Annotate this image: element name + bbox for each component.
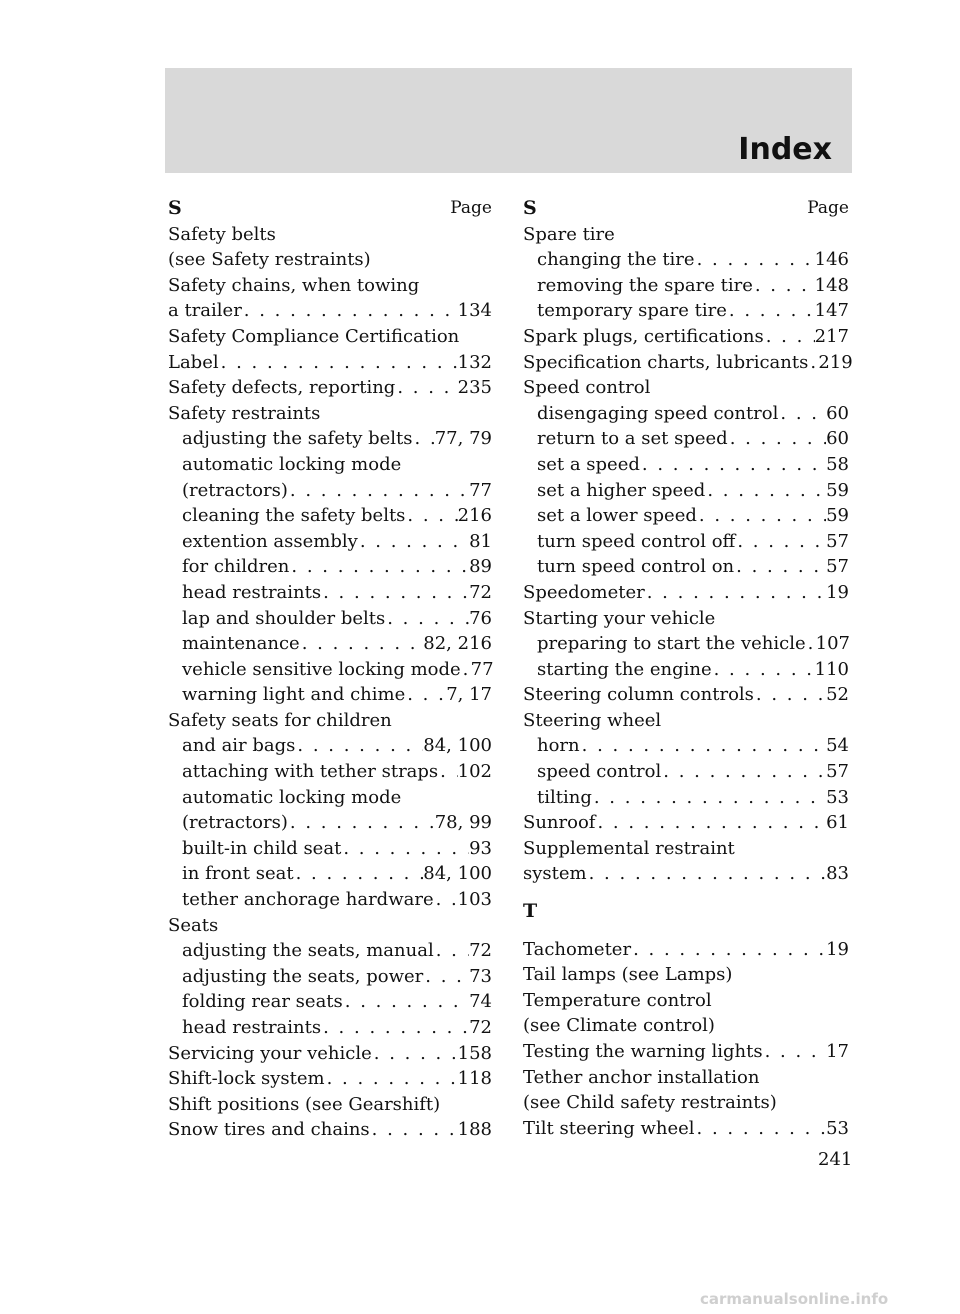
entry-text: (retractors) [182,812,288,834]
entry-text: lap and shoulder belts [182,607,386,629]
entry-page: 77, 79 [434,428,492,450]
index-entry [168,554,492,580]
dot-leader [695,247,815,273]
entry-page: 148 [814,274,849,296]
dot-leader [640,452,826,478]
dot-leader [764,324,815,350]
index-entry [168,580,492,606]
index-entry [523,1116,849,1142]
entry-page: 52 [826,684,849,706]
dot-leader [289,554,469,580]
entry-page: 103 [457,889,492,911]
entry-text: folding rear seats [182,991,343,1013]
index-entry [168,298,492,324]
entry-text: Safety Compliance Certification [168,325,460,347]
entry-text: Sunroof [523,812,596,834]
section-letter: T [523,900,538,923]
index-entry [523,324,849,350]
index-entry [168,887,492,913]
index-entry [168,1041,492,1067]
entry-text: horn [537,735,580,757]
index-entry [523,733,849,759]
index-entry [523,554,849,580]
entry-page: 235 [457,377,492,399]
dot-leader [645,580,826,606]
index-entry [168,529,492,555]
dot-leader [325,1066,458,1092]
entry-page: 72 [469,1017,492,1038]
entry-page: 78, 99 [434,812,492,834]
page-column-label: Page [450,198,492,218]
index-entry [523,273,849,299]
entry-text: built-in child seat [182,837,342,859]
entry-text: disengaging speed control [537,402,779,424]
entry-page: 188 [457,1119,492,1141]
entry-page: 60 [826,402,849,424]
dot-leader [405,682,446,708]
section-heading-t [523,899,849,925]
index-entry [168,503,492,529]
section-letter: S [168,197,182,219]
entry-list [523,937,849,1142]
entry-text: adjusting the seats, power [182,965,424,987]
index-entry [523,375,849,401]
index-entry [523,708,849,734]
index-entry [168,606,492,632]
entry-page: 118 [457,1068,492,1090]
index-entry [523,988,849,1014]
index-entry [168,964,492,990]
entry-page: 110 [814,658,849,680]
dot-leader [405,503,457,529]
index-entry [168,708,492,734]
dot-leader [728,426,826,452]
index-entry [168,401,492,427]
entry-text: a trailer [168,300,242,322]
entry-text: Label [168,351,219,373]
index-entry [168,478,492,504]
dot-leader [395,375,457,401]
entry-page: 74 [469,991,492,1013]
entry-page: 219 [818,351,853,373]
index-entry [523,606,849,632]
entry-list [168,222,492,1143]
index-entry [168,452,492,478]
index-entry [523,401,849,427]
dot-leader [595,810,826,836]
index-entry [523,247,849,273]
dot-leader [438,759,457,785]
index-entry [523,298,849,324]
dot-leader [712,657,815,683]
entry-text: set a higher speed [537,479,706,501]
entry-text: attaching with tether straps [182,761,439,783]
index-entry [523,759,849,785]
entry-text: Temperature control [523,989,712,1011]
dot-leader [288,810,435,836]
dot-leader [321,580,469,606]
entry-text: Servicing your vehicle [168,1042,372,1064]
index-entry [168,989,492,1015]
entry-page: 61 [826,812,849,834]
index-entry [168,324,492,350]
entry-page: 76 [469,607,492,629]
index-entry [168,733,492,759]
index-entry [523,785,849,811]
entry-page: 60 [826,428,849,450]
index-entry [168,426,492,452]
index-entry [523,657,849,683]
entry-text: changing the tire [537,249,695,271]
entry-text: removing the spare tire [537,274,753,296]
entry-page: 72 [469,581,492,603]
index-entry [168,810,492,836]
entry-text: for children [182,556,290,578]
entry-text: Testing the warning lights [523,1041,763,1062]
entry-page: 54 [826,735,849,757]
dot-leader [661,759,826,785]
index-entry [523,682,849,708]
index-entry [168,1066,492,1092]
section-letter: S [523,197,537,219]
entry-page: 73 [469,965,492,987]
entry-text: (retractors) [182,479,288,501]
entry-page: 19 [826,581,849,603]
entry-page: 107 [815,633,851,655]
entry-page: 216 [457,505,492,527]
entry-list [523,222,853,887]
dot-leader [242,298,458,324]
index-entry [523,962,849,988]
entry-text: Safety defects, reporting [168,377,396,399]
index-entry [523,1039,849,1065]
index-entry [523,937,849,963]
index-entry [523,478,849,504]
dot-leader [434,887,458,913]
entry-text: set a lower speed [537,505,697,527]
index-entry [523,350,853,376]
entry-page: 83 [826,863,849,885]
entry-page: 7, 17 [446,684,492,706]
index-entry [168,913,492,939]
index-entry [523,810,849,836]
index-entry [523,1065,849,1091]
index-entry [523,631,849,657]
entry-text: Speedometer [523,581,645,603]
entry-page: 102 [457,761,492,783]
entry-text: extention assembly [182,530,358,552]
index-entry [168,682,492,708]
entry-text: temporary spare tire [537,300,727,322]
dot-leader [695,1116,827,1142]
dot-leader [734,554,826,580]
section-heading-s [168,196,492,222]
index-entry [168,631,492,657]
entry-text: Specification charts, lubricants [523,351,809,373]
index-entry [523,1090,849,1116]
entry-page: 147 [814,300,849,322]
entry-page: 59 [826,479,849,501]
dot-leader [461,657,471,683]
dot-leader [321,1015,469,1041]
index-entry [168,836,492,862]
dot-leader [413,426,435,452]
index-entry [523,452,849,478]
entry-text: starting the engine [537,658,712,680]
entry-page: 217 [814,325,849,347]
entry-text: tilting [537,786,592,808]
dot-leader [778,401,826,427]
entry-page: 77 [469,479,492,501]
entry-text: Steering wheel [523,709,662,731]
entry-page: 89 [469,556,492,578]
entry-text: Starting your vehicle [523,607,716,629]
entry-text: automatic locking mode [182,786,402,808]
dot-leader [385,606,469,632]
entry-text: maintenance [182,633,300,655]
index-entry [168,759,492,785]
index-entry [168,1117,492,1143]
dot-leader [580,733,826,759]
entry-text: Snow tires and chains [168,1119,370,1141]
dot-leader [592,785,826,811]
index-entry [168,785,492,811]
dot-leader [697,503,826,529]
dot-leader [808,350,818,376]
header-band [165,68,852,173]
dot-leader [300,631,424,657]
entry-text: adjusting the seats, manual [182,940,434,962]
index-entry [168,247,492,273]
entry-text: preparing to start the vehicle [537,633,806,655]
index-entry [523,1013,849,1039]
entry-page: 72 [469,940,492,962]
index-entry [523,836,849,862]
section-heading-s [523,196,849,222]
page-title: Index [738,132,832,167]
entry-page: 59 [826,505,849,527]
index-entry [168,938,492,964]
entry-text: Supplemental restraint [523,837,735,859]
entry-text: Tether anchor installation [523,1066,760,1088]
entry-text: turn speed control on [537,556,735,578]
dot-leader [358,529,469,555]
entry-page: 93 [469,837,492,859]
entry-text: tether anchorage hardware [182,889,434,911]
dot-leader [434,938,469,964]
entry-page: 81 [469,530,492,552]
entry-page: 132 [457,351,492,373]
index-entry [523,529,849,555]
entry-text: Shift positions (see Gearshift) [168,1093,441,1115]
index-column-left [168,196,492,1143]
entry-text: Safety belts [168,223,276,245]
index-entry [523,580,849,606]
dot-leader [294,861,424,887]
entry-page: 57 [826,556,849,578]
entry-text: return to a set speed [537,428,728,450]
entry-text: and air bags [182,735,296,757]
entry-text: speed control [537,761,662,783]
index-entry [168,1092,492,1118]
index-entry [168,657,492,683]
entry-text: set a speed [537,453,640,475]
entry-page: 19 [826,938,849,960]
entry-text: Speed control [523,377,651,399]
entry-text: Seats [168,914,219,936]
index-entry [523,426,849,452]
entry-text: Steering column controls [523,684,754,706]
entry-text: (see Child safety restraints) [523,1092,777,1114]
entry-page: 57 [826,761,849,783]
watermark: carmanualsonline.info [700,1290,889,1308]
entry-page: 134 [457,300,492,322]
index-entry [168,222,492,248]
entry-text: (see Safety restraints) [168,249,371,271]
index-entry [523,222,849,248]
dot-leader [587,861,826,887]
dot-leader [735,529,826,555]
entry-text: vehicle sensitive locking mode [182,658,461,680]
entry-text: Safety seats for children [168,709,392,731]
entry-text: Tachometer [523,938,632,960]
entry-text: Tilt steering wheel [523,1117,695,1139]
dot-leader [806,631,816,657]
dot-leader [763,1039,827,1065]
dot-leader [727,298,815,324]
page-column-label: Page [807,198,849,218]
dot-leader [423,964,469,990]
entry-page: 58 [826,453,849,475]
index-entry [168,273,492,299]
entry-text: Spare tire [523,223,615,245]
index-entry [168,861,492,887]
entry-text: adjusting the safety belts [182,428,413,450]
dot-leader [219,350,458,376]
entry-text: in front seat [182,863,294,885]
entry-text: Spark plugs, certifications [523,325,764,347]
entry-text: head restraints [182,1017,322,1038]
index-column-right [523,196,853,1141]
dot-leader [370,1117,458,1143]
page-number: 241 [818,1149,853,1170]
entry-text: head restraints [182,581,322,603]
dot-leader [753,273,815,299]
dot-leader [343,989,469,1015]
entry-text: Safety chains, when towing [168,274,420,296]
entry-text: (see Climate control) [523,1015,715,1037]
entry-text: turn speed control off [537,530,736,552]
entry-page: 53 [826,786,849,808]
entry-page: 77 [470,658,494,680]
entry-page: 84, 100 [423,863,492,885]
entry-page: 53 [826,1117,849,1139]
dot-leader [705,478,826,504]
entry-page: 146 [814,249,849,271]
entry-page: 57 [826,530,849,552]
dot-leader [341,836,469,862]
index-entry [168,350,492,376]
entry-text: Tail lamps (see Lamps) [523,964,733,986]
index-entry [523,861,849,887]
entry-text: cleaning the safety belts [182,505,406,527]
index-entry [168,375,492,401]
dot-leader [288,478,469,504]
index-entry [523,503,849,529]
entry-page: 158 [457,1042,492,1064]
dot-leader [295,733,423,759]
dot-leader [754,682,826,708]
entry-page: 82, 216 [423,633,492,655]
index-entry [168,1015,492,1041]
entry-text: automatic locking mode [182,453,402,475]
entry-page: 17 [826,1041,849,1062]
entry-page: 84, 100 [423,735,492,757]
entry-text: system [523,863,587,885]
entry-text: Shift-lock system [168,1068,325,1090]
dot-leader [631,937,826,963]
entry-text: warning light and chime [182,684,406,706]
dot-leader [372,1041,458,1067]
entry-text: Safety restraints [168,402,321,424]
